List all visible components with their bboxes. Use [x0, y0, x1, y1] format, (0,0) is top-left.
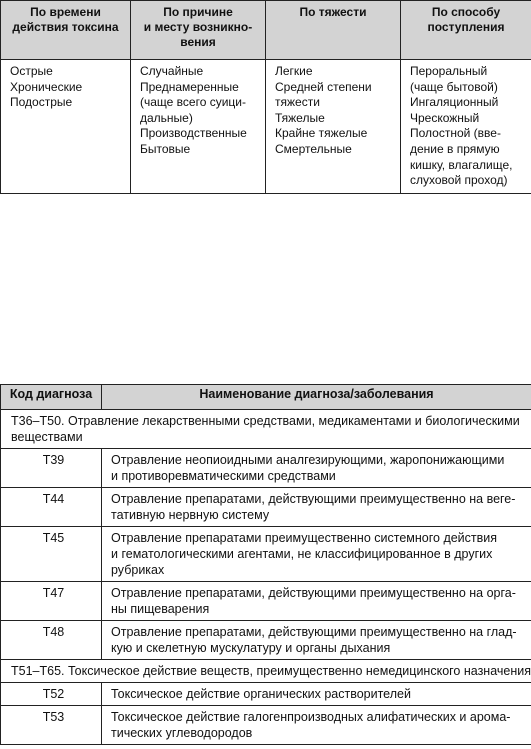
group-heading-t36-t50: Т36–Т50. Отравление лекарственными средствами, медикаментами и биологическими веществами: [1, 410, 531, 449]
cell-by-cause: Случайные Преднамеренные (чаще всего суици- дальные) Производственные Бытовые: [131, 60, 266, 194]
diagnosis-code: Т47: [1, 582, 102, 621]
diagnosis-code: Т44: [1, 488, 102, 527]
cell-by-severity: Легкие Средней степени тяжести Тяжелые Крайне тяжелые Смертельные: [266, 60, 401, 194]
header-by-time: По времени действия токсина: [1, 1, 131, 60]
table-row: [1, 488, 531, 527]
table-row: [1, 410, 531, 449]
diagnosis-code: Т45: [1, 527, 102, 582]
table-row: [1, 706, 531, 745]
diagnosis-code: Т39: [1, 449, 102, 488]
diagnosis-name: Отравление препаратами, действующими преимущественно на глад- кую и скелетную мускулатуру и органы дыхания: [102, 621, 531, 660]
cell-by-route: Пероральный (чаще бытовой) Ингаляционный Чрескожный Полостной (вве- дение в прямую кишку, влагалище, слуховой проход): [401, 60, 531, 194]
group-heading-t51-t65: Т51–Т65. Токсическое действие веществ, преимущественно немедицинского назначения: [1, 660, 531, 683]
table-row: [1, 449, 531, 488]
classification-header-row: [1, 1, 531, 60]
diagnosis-name: Отравление неопиоидными аналгезирующими, жаропонижающими и противоревматическими средствами: [102, 449, 531, 488]
header-diagnosis-code: Код диагноза: [1, 385, 102, 410]
classification-body-row: [1, 60, 531, 194]
classification-table: [0, 0, 531, 194]
header-by-severity: По тяжести: [266, 1, 401, 60]
diagnosis-name: Токсическое действие галогенпроизводных алифатических и арома- тических углеводородов: [102, 706, 531, 745]
diagnosis-code: Т48: [1, 621, 102, 660]
diagnosis-header-row: [1, 385, 531, 410]
diagnosis-name: Отравление препаратами преимущественно системного действия и гематологическими агентами, не классифицированное в других рубриках: [102, 527, 531, 582]
cell-by-time: Острые Хронические Подострые: [1, 60, 131, 194]
table-row: [1, 683, 531, 706]
diagnosis-name: Токсическое действие органических растворителей: [102, 683, 531, 706]
table-row: [1, 660, 531, 683]
table-row: [1, 582, 531, 621]
header-by-route: По способу поступления: [401, 1, 531, 60]
diagnosis-code-table: [0, 384, 531, 745]
diagnosis-code: Т53: [1, 706, 102, 745]
table-row: [1, 527, 531, 582]
diagnosis-name: Отравление препаратами, действующими преимущественно на орга- ны пищеварения: [102, 582, 531, 621]
header-by-cause: По причине и месту возникно- вения: [131, 1, 266, 60]
diagnosis-code: Т52: [1, 683, 102, 706]
diagnosis-name: Отравление препаратами, действующими преимущественно на веге- тативную нервную систему: [102, 488, 531, 527]
table-row: [1, 621, 531, 660]
header-diagnosis-name: Наименование диагноза/заболевания: [102, 385, 531, 410]
